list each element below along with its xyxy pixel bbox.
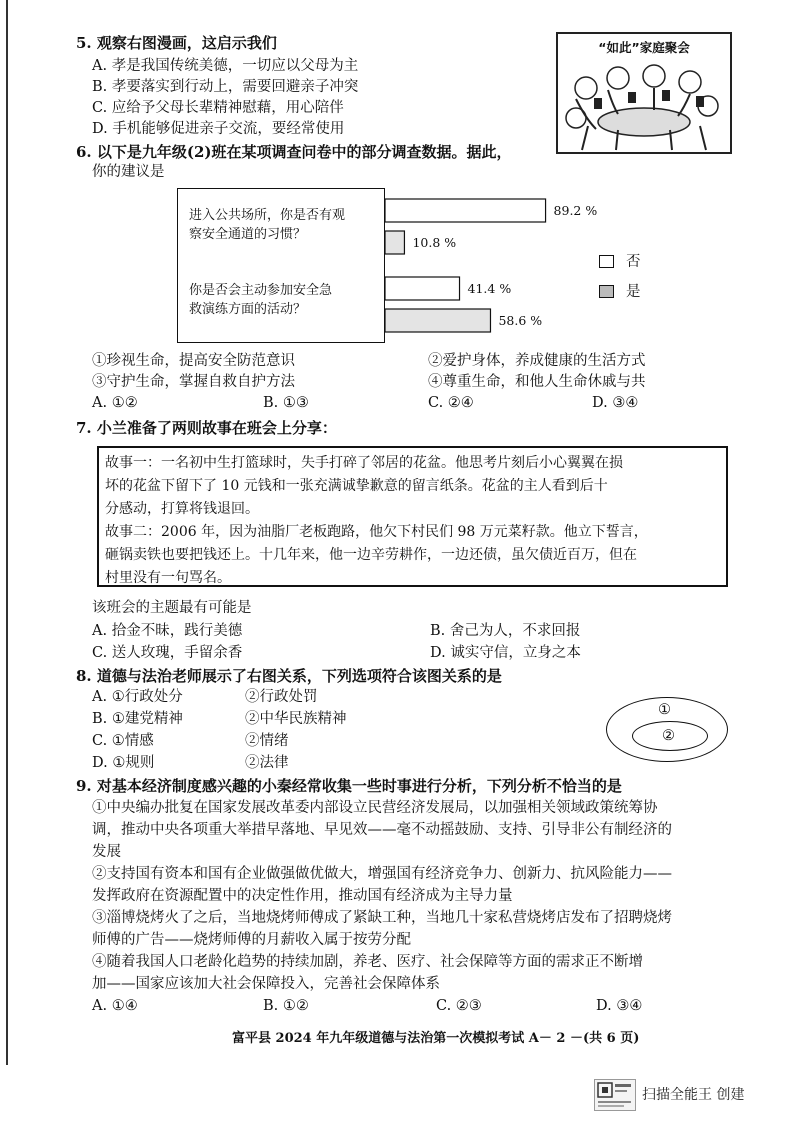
q9-stem: 9. 对基本经济制度感兴趣的小秦经常收集一些时事进行分析，下列分析不恰当的是 <box>76 777 622 795</box>
outer-ellipse-label: ① <box>658 702 671 718</box>
page-border-line <box>6 0 8 1065</box>
story-box <box>97 446 728 587</box>
q7-option-c: C. 送人玫瑰，手留余香 <box>92 645 243 661</box>
story-line-4: 故事二：2006 年，因为油脂厂老板跑路，他欠下村民们 98 万元菜籽款。他立下誓言， <box>105 524 648 540</box>
bar-q2-yes <box>385 309 490 332</box>
q6-item-4: ④尊重生命，和他人生命休戚与共 <box>428 374 646 390</box>
q6-option-b: B. ①③ <box>263 395 309 411</box>
q8-stem: 8. 道德与法治老师展示了右图关系，下列选项符合该图关系的是 <box>76 667 502 685</box>
q9-line-7: 师傅的广告——烧烤师傅的月薪收入属于按劳分配 <box>92 932 411 948</box>
q6-item-3: ③守护生命，掌握自救自护方法 <box>92 374 295 390</box>
q5-option-d: D. 手机能够促进亲子交流，要经常使用 <box>92 121 345 137</box>
q5-stem: 5. 观察右图漫画，这启示我们 <box>76 34 277 52</box>
q6-item-2: ②爱护身体，养成健康的生活方式 <box>428 353 646 369</box>
q9-line-4: ②支持国有资本和国有企业做强做优做大，增强国有经济竞争力、创新力、抗风险能力—— <box>92 866 672 882</box>
cartoon-illustration <box>558 56 730 152</box>
camscanner-logo-icon <box>594 1079 636 1111</box>
q9-line-6: ③淄博烧烤火了之后，当地烧烤师傅成了紧缺工种，当地几十家私营烧烤店发布了招聘烧烤 <box>92 910 672 926</box>
q7-option-d: D. 诚实守信，立身之本 <box>430 645 581 661</box>
q9-line-2: 调，推动中央各项重大举措早落地、早见效——毫不动摇鼓励、支持、引导非公有制经济的 <box>92 822 672 838</box>
q8-option-b-1: B. ①建党精神 <box>92 711 183 727</box>
q9-line-8: ④随着我国人口老龄化趋势的持续加剧，养老、医疗、社会保障等方面的需求正不断增 <box>92 954 643 970</box>
page-footer: 富平县 2024 年九年级道德与法治第一次模拟考试 A－ 2 －(共 6 页) <box>232 1031 640 1046</box>
q9-option-a: A. ①④ <box>92 998 138 1014</box>
q9-line-3: 发展 <box>92 844 121 860</box>
story-line-3: 分感动，打算将钱退回。 <box>105 501 259 517</box>
bar-label-q2-no: 41.4 % <box>467 281 512 296</box>
chart-question-1-line1: 进入公共场所，你是否有观 <box>189 208 346 223</box>
q9-option-d: D. ③④ <box>596 998 643 1014</box>
q8-option-c-2: ②情绪 <box>245 733 289 749</box>
q9-option-c: C. ②③ <box>436 998 482 1014</box>
chart-bars-layer <box>177 188 598 343</box>
family-gathering-cartoon <box>556 32 732 154</box>
q5-option-a: A. 孝是我国传统美德，一切应以父母为主 <box>92 58 359 74</box>
q9-option-b: B. ①② <box>263 998 309 1014</box>
story-line-5: 砸锅卖铁也要把钱还上。十几年来，他一边辛劳耕作，一边还债，虽欠债近百万，但在 <box>105 547 637 563</box>
chart-question-2-line1: 你是否会主动参加安全急 <box>189 283 333 298</box>
scanner-watermark-text: 扫描全能王 创建 <box>642 1087 745 1103</box>
legend-label-no: 否 <box>626 254 641 270</box>
story-line-2: 坏的花盆下留下了 10 元钱和一张充满诚挚歉意的留言纸条。花盆的主人看到后十 <box>105 478 608 494</box>
q8-option-a-2: ②行政处罚 <box>245 689 318 705</box>
bar-label-q2-yes: 58.6 % <box>498 313 543 328</box>
q8-option-d-2: ②法律 <box>245 755 289 771</box>
q6-option-c: C. ②④ <box>428 395 474 411</box>
q8-option-b-2: ②中华民族精神 <box>245 711 347 727</box>
bar-label-q1-no: 89.2 % <box>553 203 598 218</box>
bar-q2-no <box>385 277 460 300</box>
q6-item-1: ①珍视生命，提高安全防范意识 <box>92 353 295 369</box>
q7-stem: 7. 小兰准备了两则故事在班会上分享： <box>76 419 337 437</box>
story-line-6: 村里没有一句骂名。 <box>105 570 231 586</box>
q9-line-5: 发挥政府在资源配置中的决定性作用，推动国有经济成为主导力量 <box>92 888 513 904</box>
story-line-1: 故事一：一名初中生打篮球时，失手打碎了邻居的花盆。他思考片刻后小心翼翼在损 <box>105 455 623 471</box>
q8-option-c-1: C. ①情感 <box>92 733 154 749</box>
q7-option-b: B. 舍己为人，不求回报 <box>430 623 581 639</box>
q6-stem-line2: 你的建议是 <box>92 164 165 180</box>
q6-option-d: D. ③④ <box>592 395 639 411</box>
q7-prompt: 该班会的主题最有可能是 <box>92 600 252 616</box>
bar-q1-no <box>385 199 546 222</box>
bar-q1-yes <box>385 231 404 254</box>
inner-ellipse-label: ② <box>662 728 675 744</box>
q9-line-9: 加——国家应该加大社会保障投入，完善社会保障体系 <box>92 976 440 992</box>
legend-label-yes: 是 <box>626 284 641 300</box>
q6-stem-line1: 6. 以下是九年级(2)班在某项调查问卷中的部分调查数据。据此， <box>76 143 512 161</box>
chart-question-1-line2: 察安全通道的习惯？ <box>189 227 307 242</box>
q5-option-c: C. 应给予父母长辈精神慰藉，用心陪伴 <box>92 100 344 116</box>
chart-question-2-line2: 救演练方面的活动？ <box>189 302 307 317</box>
q7-option-a: A. 拾金不昧，践行美德 <box>92 623 243 639</box>
bar-label-q1-yes: 10.8 % <box>412 235 457 250</box>
q5-option-b: B. 孝要落实到行动上，需要回避亲子冲突 <box>92 79 359 95</box>
legend-swatch-no <box>599 255 614 268</box>
q9-line-1: ①中央编办批复在国家发展改革委内部设立民营经济发展局，以加强相关领域政策统筹协 <box>92 800 658 816</box>
q8-option-d-1: D. ①规则 <box>92 755 155 771</box>
survey-bar-chart <box>177 188 598 343</box>
q6-option-a: A. ①② <box>92 395 138 411</box>
cartoon-title: “如此”家庭聚会 <box>598 40 690 55</box>
q8-option-a-1: A. ①行政处分 <box>92 689 183 705</box>
legend-swatch-yes <box>599 285 614 298</box>
